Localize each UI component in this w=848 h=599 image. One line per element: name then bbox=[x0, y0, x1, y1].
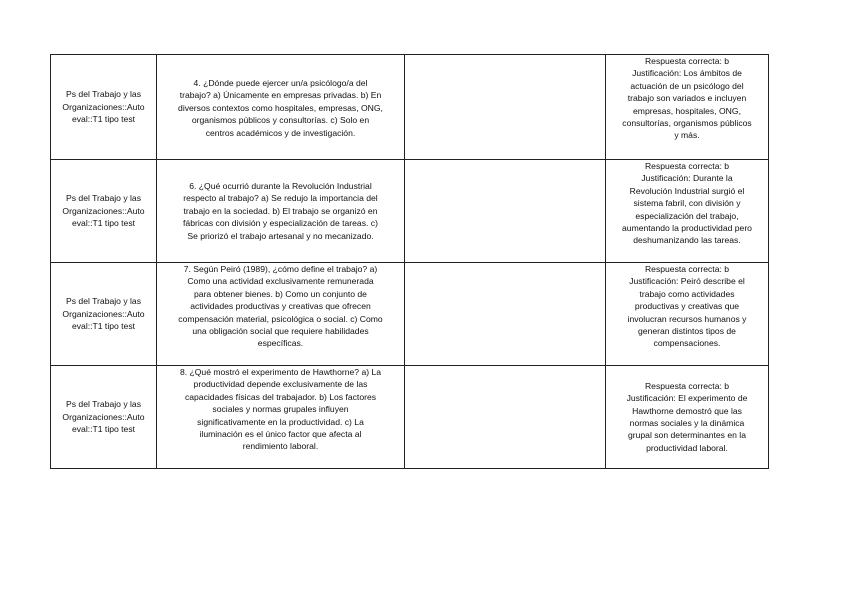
empty-cell bbox=[405, 263, 606, 366]
question-cell-line: respecto al trabajo? a) Se redujo la importancia del bbox=[183, 193, 378, 204]
question-cell-line: centros académicos y de investigación. bbox=[205, 127, 356, 138]
question-cell bbox=[157, 55, 405, 160]
subject-cell bbox=[51, 263, 157, 366]
question-cell-line: trabajo en la sociedad. b) El trabajo se organizó en bbox=[183, 205, 378, 216]
subject-cell-line: eval::T1 tipo test bbox=[71, 114, 136, 125]
answer-cell-line: aumentando la productividad pero bbox=[622, 223, 752, 234]
question-cell-line: productividad depende exclusivamente de las bbox=[193, 379, 368, 390]
subject-cell-line: Ps del Trabajo y las bbox=[66, 296, 141, 307]
question-cell-line: Se priorizó el trabajo artesanal y no mecanizado. bbox=[187, 230, 374, 241]
question-cell bbox=[157, 366, 405, 469]
question-cell-line: Como una actividad exclusivamente remunerada bbox=[187, 276, 374, 287]
question-cell-line: 8. ¿Qué mostró el experimento de Hawthorne? a) La bbox=[179, 367, 382, 377]
answer-cell-line: productivas y creativas que bbox=[634, 301, 740, 312]
subject-cell bbox=[51, 55, 157, 160]
answer-cell bbox=[606, 160, 769, 263]
answer-cell-line: Hawthorne demostró que las bbox=[632, 405, 742, 416]
question-cell-line: 7. Según Peiró (1989), ¿cómo define el trabajo? a) bbox=[183, 264, 378, 274]
subject-cell bbox=[51, 366, 157, 469]
subject-cell-line: Organizaciones::Auto bbox=[62, 411, 145, 422]
question-cell-line: rendimiento laboral. bbox=[242, 441, 319, 452]
subject-cell-line: Organizaciones::Auto bbox=[62, 308, 145, 319]
question-cell-line: una obligación social que requiere habilidades bbox=[192, 326, 369, 337]
question-cell-line: iluminación es el único factor que afecta al bbox=[199, 429, 362, 440]
answer-cell-line: normas sociales y la dinámica bbox=[629, 418, 745, 428]
answer-cell-line: Respuesta correcta: b bbox=[644, 56, 730, 66]
answer-cell-line: compensaciones. bbox=[653, 338, 721, 349]
answer-cell-line: deshumanizando las tareas. bbox=[633, 235, 741, 246]
answer-cell-line: Respuesta correcta: b bbox=[644, 380, 730, 391]
table-row bbox=[51, 160, 769, 263]
question-cell-line: significativamente en la productividad. c) La bbox=[197, 416, 364, 427]
table-row bbox=[51, 55, 769, 160]
question-cell-line: específicas. bbox=[257, 338, 304, 349]
answer-cell-line: Respuesta correcta: b bbox=[644, 161, 730, 171]
answer-cell-line: Justificación: Durante la bbox=[641, 173, 733, 184]
question-cell-line: capacidades físicas del trabajador. b) Los factores bbox=[184, 391, 377, 402]
subject-cell-line: Ps del Trabajo y las bbox=[66, 399, 141, 410]
empty-cell bbox=[405, 366, 606, 469]
question-cell bbox=[157, 160, 405, 263]
answer-cell-line: especialización del trabajo, bbox=[635, 210, 739, 221]
subject-cell-line: Organizaciones::Auto bbox=[62, 101, 145, 112]
question-cell-line: organismos públicos y consultorías. c) Solo en bbox=[191, 115, 370, 126]
question-cell-line: para obtener bienes. b) Como un conjunto de bbox=[194, 288, 367, 299]
question-cell-line: 4. ¿Dónde puede ejercer un/a psicólogo/a del bbox=[193, 77, 368, 88]
question-cell-line: sociales y normas grupales influyen bbox=[212, 404, 349, 415]
question-cell-line: 6. ¿Qué ocurrió durante la Revolución Industrial bbox=[189, 180, 372, 191]
subject-cell-line: Organizaciones::Auto bbox=[62, 205, 145, 216]
subject-cell bbox=[51, 160, 157, 263]
answer-cell-line: involucran recursos humanos y bbox=[627, 313, 747, 324]
question-cell bbox=[157, 263, 405, 366]
subject-cell-line: Ps del Trabajo y las bbox=[66, 193, 141, 204]
empty-cell bbox=[405, 160, 606, 263]
question-cell-line: trabajo? a) Únicamente en empresas privadas. b) En bbox=[179, 90, 382, 101]
answer-cell-line: y más. bbox=[674, 130, 700, 141]
subject-cell-line: eval::T1 tipo test bbox=[71, 321, 136, 332]
subject-cell-line: Ps del Trabajo y las bbox=[66, 89, 141, 100]
question-cell-line: compensación material, psicológica o social. c) Como bbox=[178, 313, 383, 324]
answer-cell-line: consultorías, organismos públicos bbox=[622, 118, 752, 129]
question-cell-line: actividades productivas y creativas que ofrecen bbox=[190, 301, 371, 312]
answer-cell-line: generan distintos tipos de bbox=[638, 326, 736, 337]
subject-cell-line: eval::T1 tipo test bbox=[71, 424, 136, 435]
table-row bbox=[51, 263, 769, 366]
question-cell-line: diversos contextos como hospitales, empresas, ONG, bbox=[178, 102, 383, 113]
empty-cell bbox=[405, 55, 606, 160]
answer-cell-line: Justificación: Peiró describe el bbox=[629, 276, 745, 287]
answer-cell-line: grupal son determinantes en la bbox=[627, 430, 746, 441]
answer-cell-line: actuación de un psicólogo del bbox=[630, 80, 744, 91]
answer-cell-line: empresas, hospitales, ONG, bbox=[633, 105, 741, 116]
answer-cell-line: Respuesta correcta: b bbox=[644, 264, 730, 274]
answer-cell-line: sistema fabril, con división y bbox=[633, 198, 741, 209]
subject-cell-line: eval::T1 tipo test bbox=[71, 218, 136, 229]
answer-cell bbox=[606, 366, 769, 469]
answer-cell-line: trabajo como actividades bbox=[639, 288, 735, 299]
answer-cell-line: Justificación: El experimento de bbox=[626, 393, 748, 404]
answer-cell-line: Revolución Industrial surgió el bbox=[629, 185, 745, 196]
answer-cell bbox=[606, 263, 769, 366]
question-cell-line: fábricas con división y especialización de tareas. c) bbox=[183, 218, 378, 229]
question-table bbox=[50, 54, 769, 469]
table-row bbox=[51, 366, 769, 469]
answer-cell bbox=[606, 55, 769, 160]
answer-cell-line: trabajo son variados e incluyen bbox=[627, 93, 747, 104]
answer-cell-line: Justificación: Los ámbitos de bbox=[632, 68, 742, 79]
answer-cell-line: productividad laboral. bbox=[646, 442, 728, 453]
